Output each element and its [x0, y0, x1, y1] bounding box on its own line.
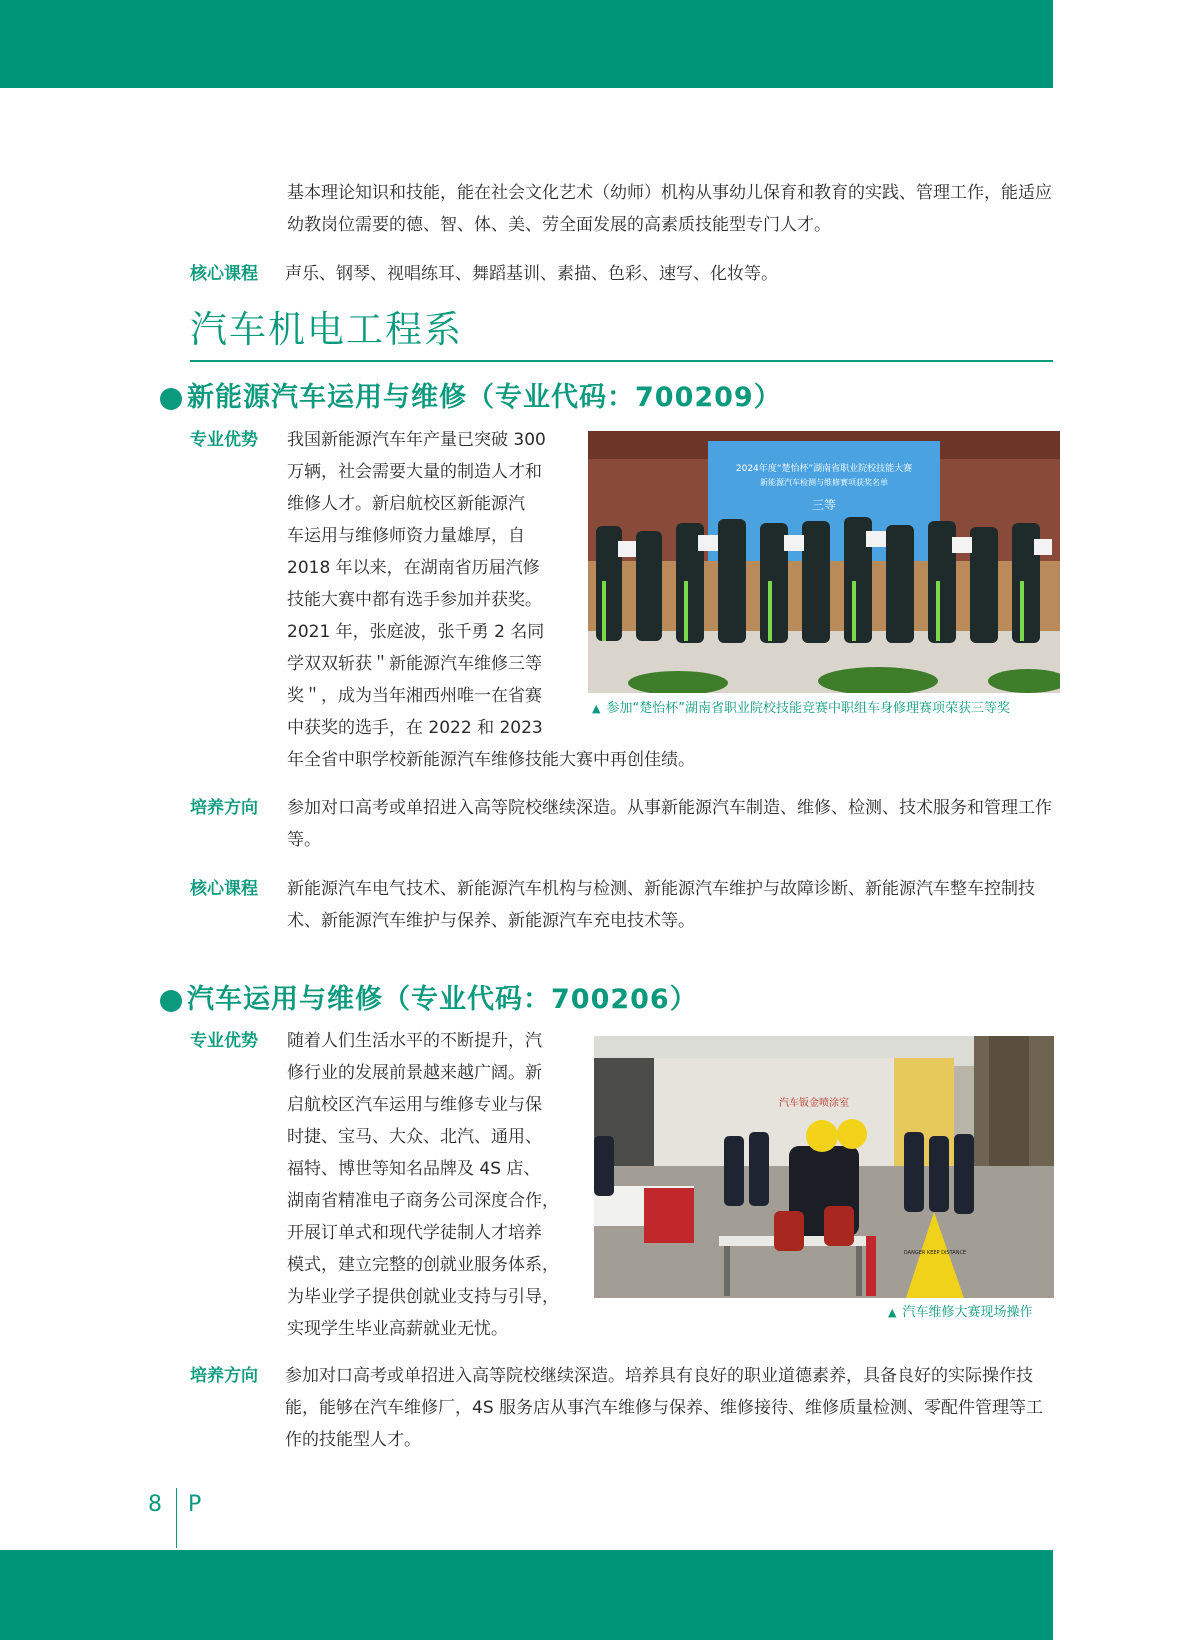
- text-line: 奖＂，成为当年湘西州唯一在省赛: [287, 686, 542, 706]
- workshop-photo-caption: [888, 1304, 1032, 1322]
- major1-title: 新能源汽车运用与维修（专业代码：700209）: [187, 382, 782, 413]
- major2-title: 汽车运用与维修（专业代码：700206）: [187, 984, 698, 1015]
- text-line: 技能大赛中都有选手参加并获奖。: [287, 590, 542, 610]
- caution-sign-text: DANGER KEEP DISTANCE: [903, 1250, 967, 1256]
- footer-band: [0, 1550, 1053, 1640]
- text-line: 年全省中职学校新能源汽车维修技能大赛中再创佳绩。: [287, 750, 695, 770]
- banner-line1: 2024年度“楚怡杯”湖南省职业院校技能大赛: [735, 464, 913, 474]
- major1-direction-label: 培养方向: [190, 798, 258, 818]
- workshop-photo-caption-text: 汽车维修大赛现场操作: [902, 1305, 1033, 1320]
- major1-direction-text: 参加对口高考或单招进入高等院校继续深造。从事新能源汽车制造、维修、检测、技术服务和管理工作等。: [287, 798, 1052, 850]
- banner-line2: 新能源汽车检测与维修赛项获奖名单: [760, 478, 888, 487]
- text-line: 启航校区汽车运用与维修专业与保: [287, 1095, 542, 1115]
- header-band: [0, 0, 1053, 88]
- text-line: 模式，建立完整的创就业服务体系，: [287, 1255, 559, 1275]
- major2-direction-text: 参加对口高考或单招进入高等院校继续深造。培养具有良好的职业道德素养，具备良好的实际操作技能，能够在汽车维修厂，4S 服务店从事汽车维修与保养、维修接待、维修质量检测、零配件管理等工作的技能型人才。: [285, 1366, 1044, 1450]
- text-line: 学双双斩获＂新能源汽车维修三等: [287, 654, 542, 674]
- banner-line3: 三等: [811, 498, 837, 512]
- text-line: 时捷、宝马、大众、北汽、通用、: [287, 1127, 542, 1147]
- award-photo-caption: [592, 700, 1010, 718]
- major1-core-label: 核心课程: [190, 879, 258, 899]
- award-ceremony-photo: [588, 431, 1060, 693]
- text-line: 我国新能源汽车年产量已突破 300: [287, 430, 546, 450]
- intro-core-label: 核心课程: [190, 264, 258, 284]
- repair-workshop-illustration: [594, 1036, 1054, 1298]
- department-title: 汽车机电工程系: [190, 308, 463, 351]
- repair-workshop-photo: [594, 1036, 1054, 1298]
- text-line: 车运用与维修师资力量雄厚，自: [287, 526, 525, 546]
- award-photo-caption-text: 参加“楚怡杯”湖南省职业院校技能竞赛中职组车身修理赛项荣获三等奖: [606, 701, 1010, 716]
- text-line: 福特、博世等知名品牌及 4S 店、: [287, 1159, 541, 1179]
- text-line: 维修人才。新启航校区新能源汽: [287, 494, 525, 514]
- text-line: 随着人们生活水平的不断提升，汽: [287, 1031, 542, 1051]
- text-line: 2018 年以来，在湖南省历届汽修: [287, 558, 540, 578]
- major1-advantage-label: 专业优势: [190, 430, 258, 450]
- major1-bullet-icon: [160, 388, 182, 410]
- intro-core-text: 声乐、钢琴、视唱练耳、舞蹈基训、素描、色彩、速写、化妆等。: [285, 264, 778, 284]
- page-letter: P: [188, 1492, 202, 1517]
- triangle-up-icon: ▲: [592, 702, 601, 715]
- text-line: 实现学生毕业高薪就业无忧。: [287, 1319, 508, 1339]
- workshop-sign-text: 汽车钣金喷涂室: [779, 1098, 849, 1109]
- text-line: 为毕业学子提供创就业支持与引导，: [287, 1287, 559, 1307]
- major2-advantage-text: [287, 1025, 587, 1345]
- department-divider: [190, 360, 1053, 362]
- text-line: 2021 年，张庭波，张千勇 2 名同: [287, 622, 545, 642]
- major2-advantage-label: 专业优势: [190, 1031, 258, 1051]
- major2-bullet-icon: [160, 990, 182, 1012]
- page-number-divider: [176, 1488, 177, 1548]
- text-line: 湖南省精准电子商务公司深度合作，: [287, 1191, 559, 1211]
- text-line: 修行业的发展前景越来越广阔。新: [287, 1063, 542, 1083]
- page-number: 8: [148, 1492, 162, 1517]
- major1-core-text: 新能源汽车电气技术、新能源汽车机构与检测、新能源汽车维护与故障诊断、新能源汽车整车控制技术、新能源汽车维护与保养、新能源汽车充电技术等。: [287, 879, 1035, 931]
- intro-paragraph: 基本理论知识和技能，能在社会文化艺术（幼师）机构从事幼儿保育和教育的实践、管理工作，能适应幼教岗位需要的德、智、体、美、劳全面发展的高素质技能型专门人才。: [287, 183, 1052, 235]
- triangle-up-icon: ▲: [888, 1306, 897, 1319]
- text-line: 开展订单式和现代学徒制人才培养: [287, 1223, 542, 1243]
- award-ceremony-illustration: [588, 431, 1060, 693]
- text-line: 万辆，社会需要大量的制造人才和: [287, 462, 542, 482]
- text-line: 中获奖的选手，在 2022 和 2023: [287, 718, 543, 738]
- major2-direction-label: 培养方向: [190, 1366, 258, 1386]
